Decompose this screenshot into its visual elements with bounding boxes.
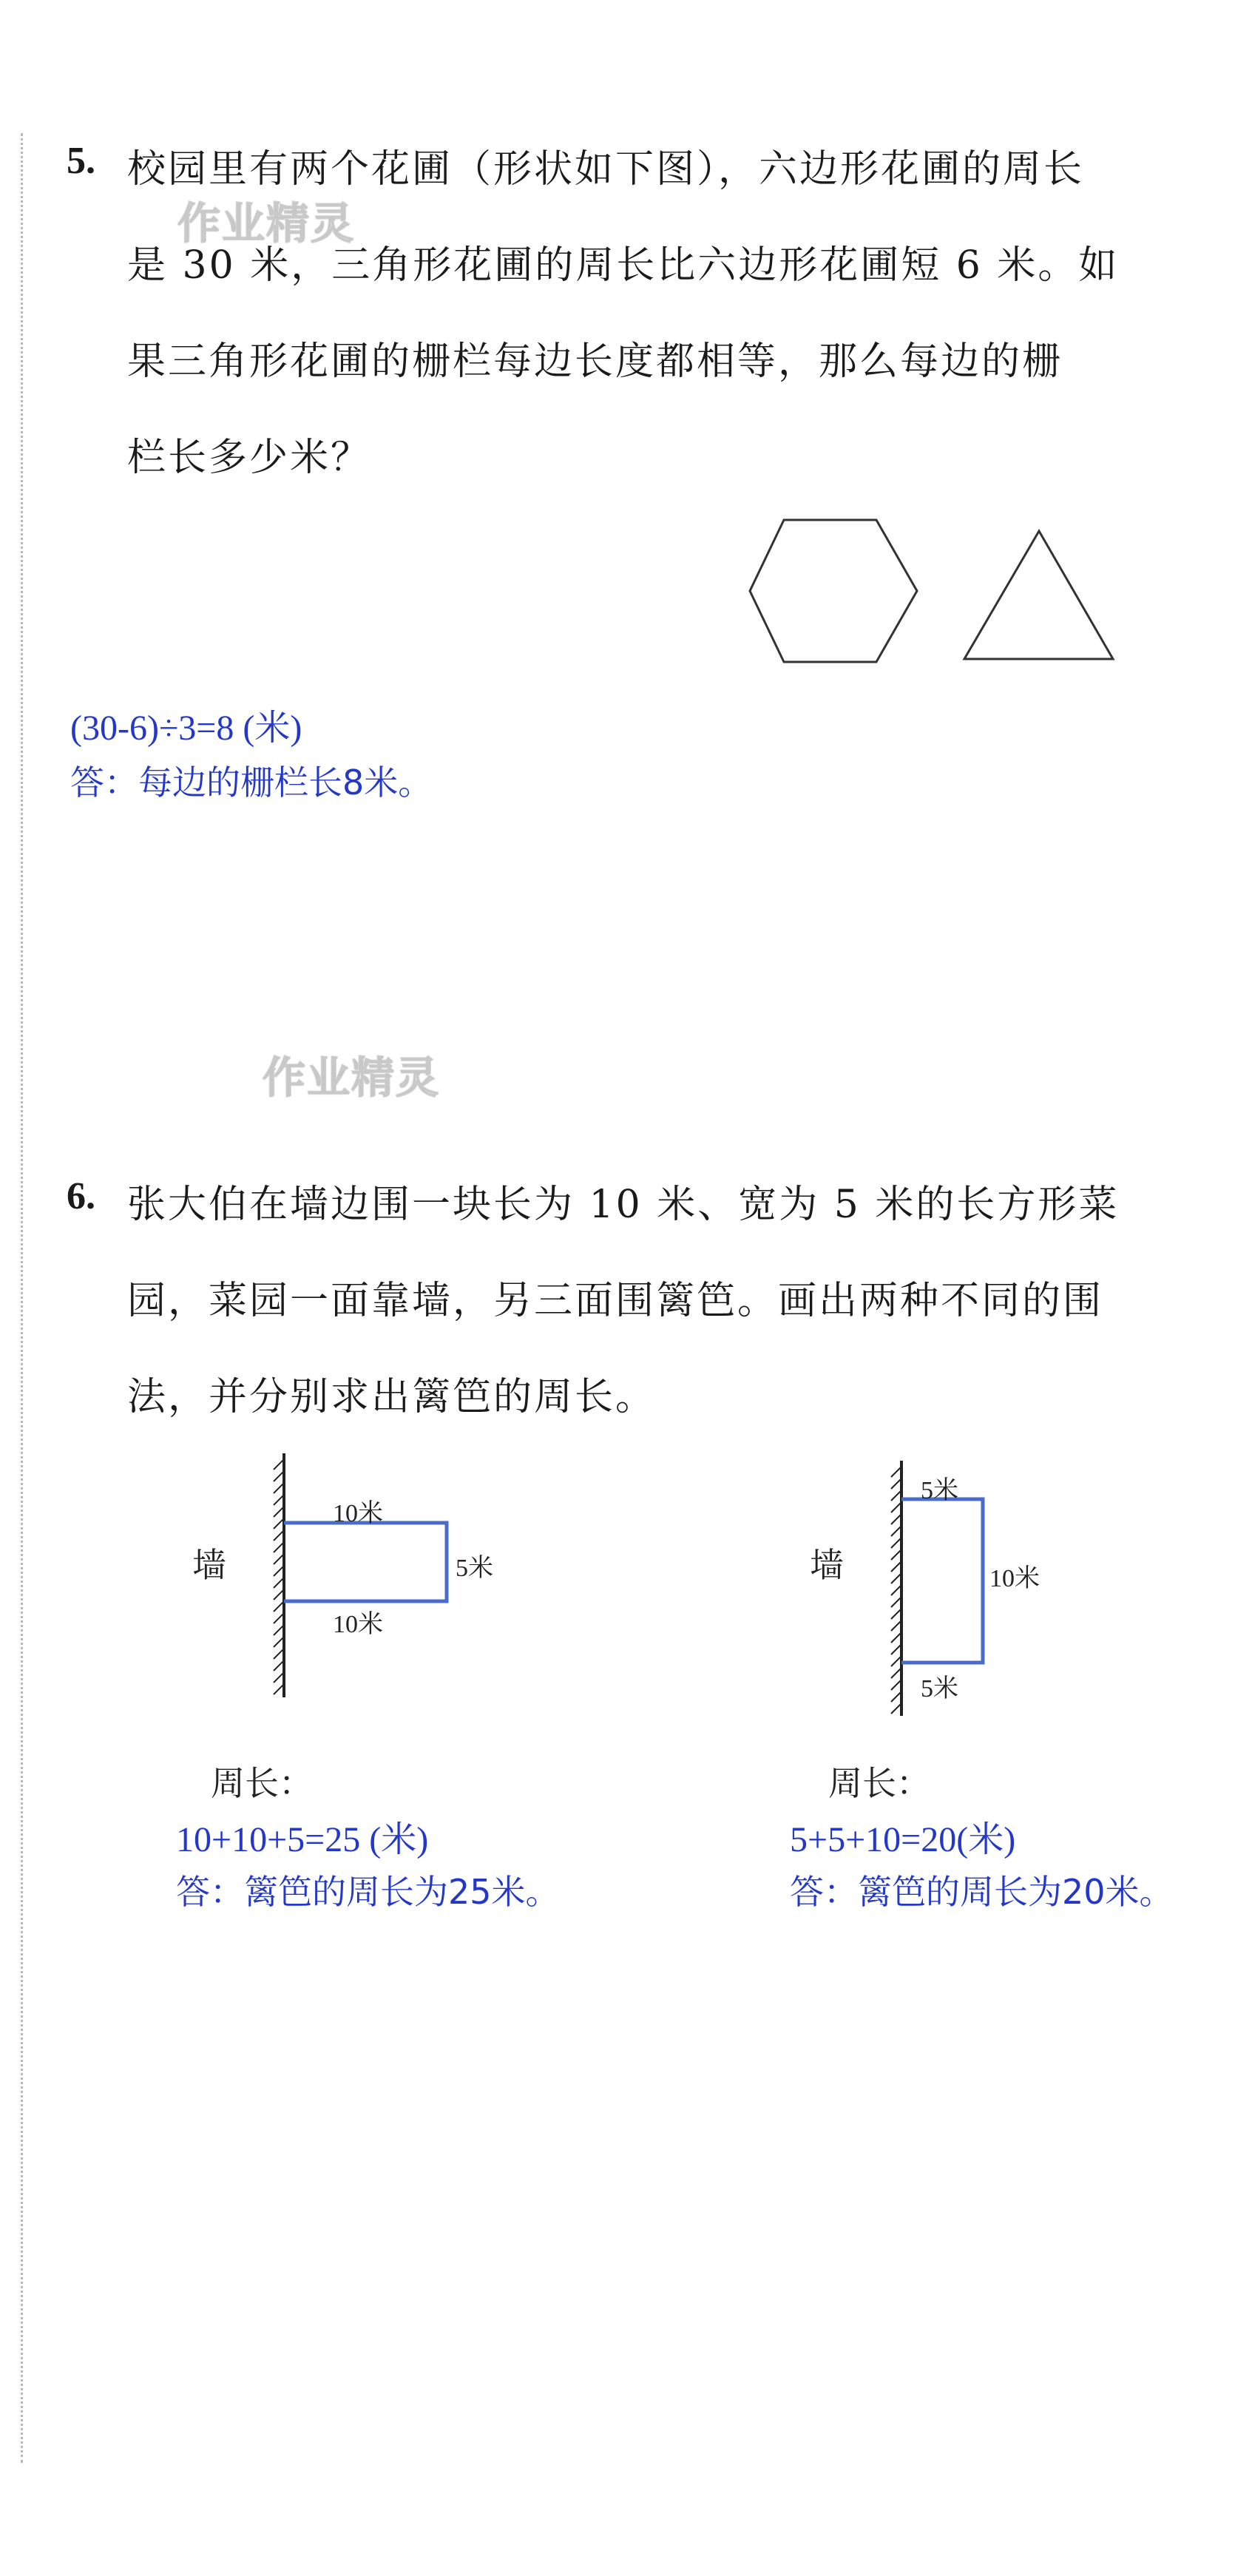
wall-label: 墙 xyxy=(810,1545,844,1585)
triangle-icon xyxy=(961,529,1117,662)
question-6-line-2: 园，菜园一面靠墙，另三面围篱笆。画出两种不同的围 xyxy=(127,1279,1104,1323)
top-length-label: 5米 xyxy=(921,1477,958,1504)
top-length-label: 10米 xyxy=(333,1500,383,1527)
fence-rectangle-b xyxy=(901,1498,987,1665)
watermark: 作业精灵 xyxy=(177,198,356,249)
question-5-number: 5. xyxy=(67,140,95,182)
question-6-line-1: 张大伯在墙边围一块长为 10 米、宽为 5 米的长方形菜 xyxy=(127,1183,1120,1227)
diagram-b-calc: 5+5+10=20(米) xyxy=(790,1820,1016,1859)
question-5-line-3: 果三角形花圃的栅栏每边长度都相等，那么每边的栅 xyxy=(127,339,1063,384)
perimeter-label: 周长： xyxy=(211,1763,313,1803)
wall-label: 墙 xyxy=(192,1545,226,1585)
perimeter-label: 周长： xyxy=(828,1763,930,1803)
question-5-line-2: 是 30 米，三角形花圃的周长比六边形花圃短 6 米。如 xyxy=(127,243,1120,288)
question-6-line-3: 法，并分别求出篱笆的周长。 xyxy=(127,1375,657,1419)
fence-rectangle-a xyxy=(284,1521,450,1603)
watermark: 作业精灵 xyxy=(263,1052,441,1103)
bottom-length-label: 10米 xyxy=(333,1611,383,1638)
diagram-a-calc: 10+10+5=25 (米) xyxy=(176,1820,429,1859)
hexagon-icon xyxy=(747,518,939,666)
right-length-label: 10米 xyxy=(989,1565,1040,1592)
bottom-length-label: 5米 xyxy=(921,1675,958,1703)
diagram-b-answer: 答：篱笆的周长为20米。 xyxy=(790,1872,1174,1912)
question-6-number: 6. xyxy=(67,1175,95,1217)
question-5-answer-text: 答：每边的栅栏长8米。 xyxy=(70,763,433,802)
right-length-label: 5米 xyxy=(456,1555,493,1582)
question-5-line-4: 栏长多少米？ xyxy=(127,436,372,480)
binding-margin-line xyxy=(21,133,23,2463)
question-5-line-1: 校园里有两个花圃（形状如下图），六边形花圃的周长 xyxy=(127,147,1085,192)
diagram-a-answer: 答：篱笆的周长为25米。 xyxy=(176,1872,560,1912)
question-5-answer-calc: (30-6)÷3=8 (米) xyxy=(70,709,302,748)
